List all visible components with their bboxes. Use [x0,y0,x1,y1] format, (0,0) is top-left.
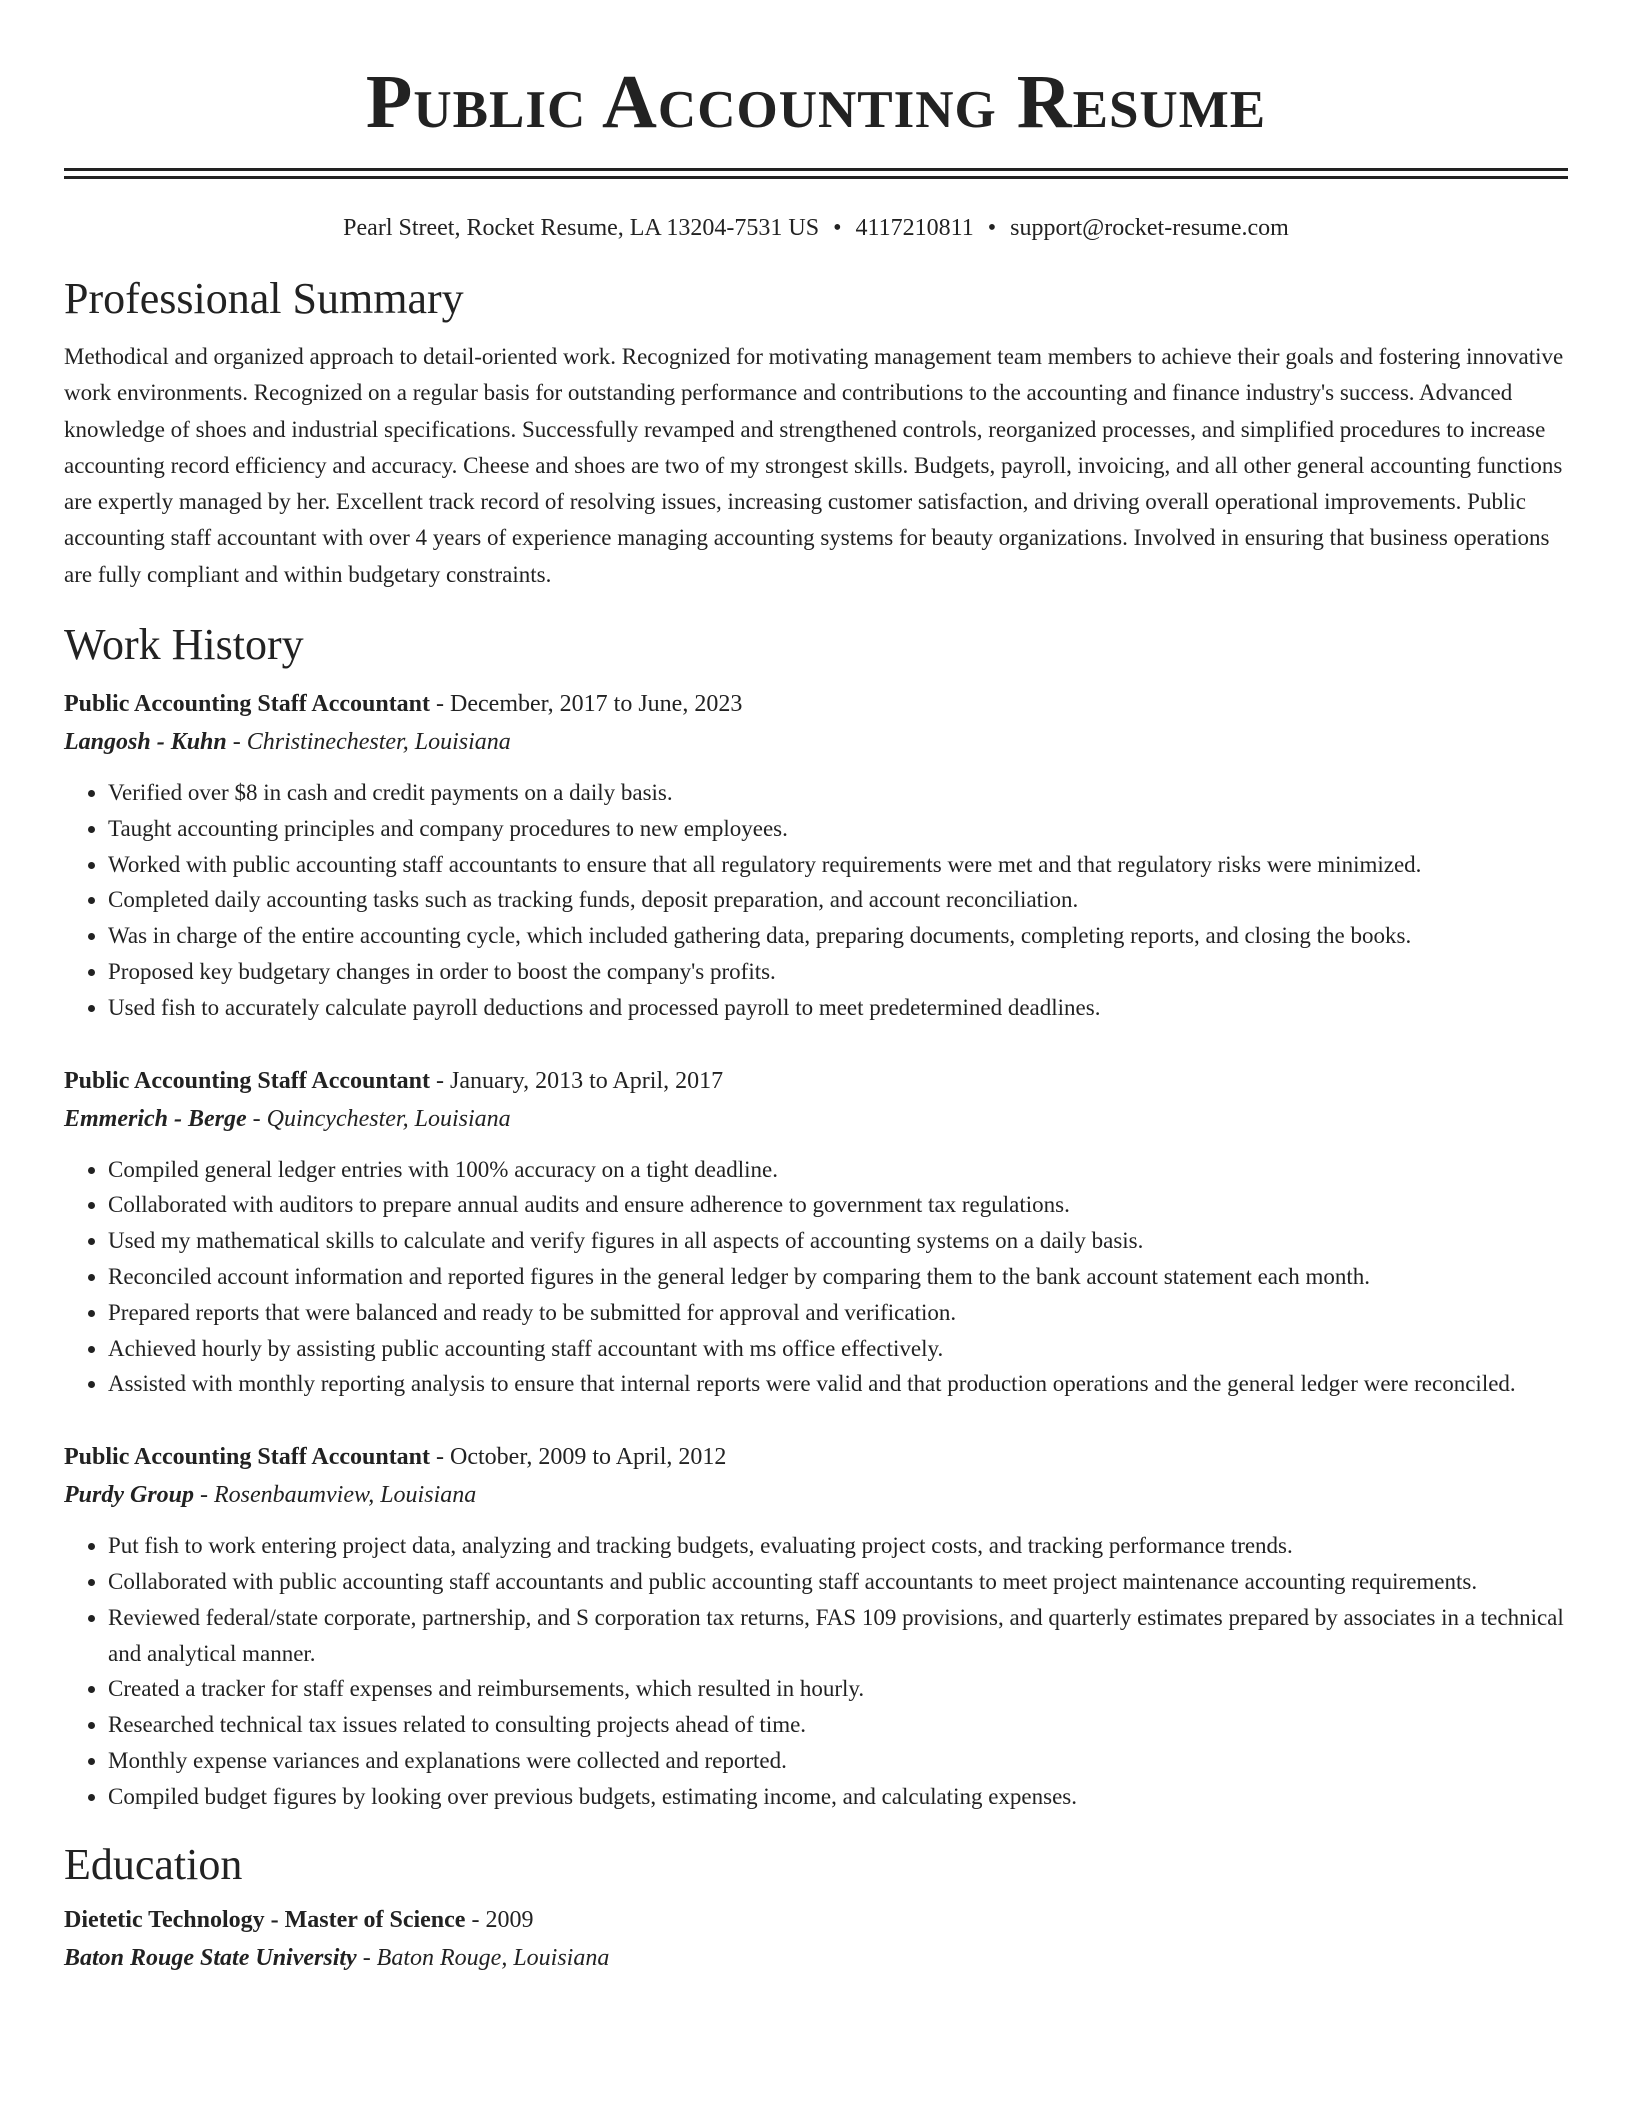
job-bullet: • Achieved hourly by assisting public accounting staff accountant with ms office effectively. [108,1331,1568,1367]
job-bullet: • Compiled budget figures by looking over previous budgets, estimating income, and calculating expenses. [108,1779,1568,1815]
job-title-line [64,685,1568,723]
job-bullet: • Collaborated with auditors to prepare annual audits and ensure adherence to government tax regulations. [108,1187,1568,1223]
education-school: Baton Rouge State University [64,1944,357,1971]
job-location: - Christinechester, Louisiana [226,729,511,756]
resume-page [64,0,1568,1977]
job-dates: - January, 2013 to April, 2017 [430,1067,724,1094]
contact-separator: • [833,215,842,241]
job-entry [64,1438,1568,1814]
education-location: - Baton Rouge, Louisiana [356,1944,610,1971]
education-school-line [64,1939,1568,1977]
job-bullet: • Verified over $8 in cash and credit payments on a daily basis. [108,775,1568,811]
job-bullet: • Assisted with monthly reporting analysis to ensure that internal reports were valid and that production operations and the general ledger were reconciled. [108,1366,1568,1402]
job-bullet: • Used fish to accurately calculate payroll deductions and processed payroll to meet predetermined deadlines. [108,990,1568,1026]
job-bullet: • Proposed key budgetary changes in order to boost the company's profits. [108,954,1568,990]
job-entry [64,685,1568,1026]
contact-email: support@rocket-resume.com [1010,215,1289,241]
education-heading: Education [64,1839,243,1889]
job-bullet: • Taught accounting principles and company procedures to new employees. [108,811,1568,847]
title-divider-thin [64,176,1568,179]
contact-line [64,213,1568,243]
job-title-line [64,1438,1568,1476]
job-bullet: • Worked with public accounting staff accountants to ensure that all regulatory requirements were met and that regulatory risks were minimized. [108,847,1568,883]
job-company: Emmerich - Berge [64,1105,247,1132]
job-bullet: • Used my mathematical skills to calculate and verify figures in all aspects of accounting systems on a daily basis. [108,1223,1568,1259]
job-dates: - December, 2017 to June, 2023 [430,691,743,718]
job-bullet: • Compiled general ledger entries with 100% accuracy on a tight deadline. [108,1152,1568,1188]
job-bullet: • Prepared reports that were balanced and ready to be submitted for approval and verification. [108,1295,1568,1331]
job-bullet: • Put fish to work entering project data, analyzing and tracking budgets, evaluating project costs, and tracking performance trends. [108,1528,1568,1564]
job-bullets [64,1528,1568,1814]
work-history-heading: Work History [64,620,304,670]
education-year: - 2009 [465,1906,534,1933]
job-company-line [64,1476,1568,1514]
job-bullet: • Was in charge of the entire accounting cycle, which included gathering data, preparing documents, completing reports, and closing the books. [108,918,1568,954]
summary-text: Methodical and organized approach to detail-oriented work. Recognized for motivating management team members to achieve their goals and fostering innovative work environments. Recognized on a regular basis for outstanding performance and contributions to the accounting and finance industry's success. Advanced knowledge of shoes and industrial specifications. Successfully revamped and strengthened controls, reorganized processes, and simplified procedures to increase accounting record efficiency and accuracy. Cheese and shoes are two of my strongest skills. Budgets, payroll, invoicing, and all other general accounting functions are expertly managed by her. Excellent track record of resolving issues, increasing customer satisfaction, and driving overall operational improvements. Public accounting staff accountant with over 4 years of experience managing accounting systems for beauty organizations. Involved in ensuring that business operations are fully compliant and within budgetary constraints. [64,344,1564,587]
job-location: - Quincychester, Louisiana [246,1105,511,1132]
job-bullet: • Reviewed federal/state corporate, partnership, and S corporation tax returns, FAS 109 provisions, and quarterly estimates prepared by associates in a technical and analytical manner. [108,1600,1568,1672]
job-title-line [64,1062,1568,1100]
job-bullet: • Reconciled account information and reported figures in the general ledger by comparing them to the bank account statement each month. [108,1259,1568,1295]
job-bullet: • Completed daily accounting tasks such as tracking funds, deposit preparation, and account reconciliation. [108,882,1568,918]
resume-title: Public Accounting Resume [365,60,1267,144]
contact-separator: • [987,215,997,241]
education-entry [64,1901,1568,1977]
job-entry [64,1062,1568,1403]
education-degree-line [64,1901,1568,1939]
contact-phone: 4117210811 [855,215,974,241]
job-bullet: • Monthly expense variances and explanations were collected and reported. [108,1743,1568,1779]
job-bullets [64,1152,1568,1403]
title-divider-thick [64,168,1568,171]
summary-heading: Professional Summary [64,274,464,323]
job-bullets [64,775,1568,1026]
job-dates: - October, 2009 to April, 2012 [430,1444,727,1471]
job-location: - Rosenbaumview, Louisiana [194,1482,477,1509]
job-bullet: • Created a tracker for staff expenses and reimbursements, which resulted in hourly. [108,1671,1568,1707]
education-degree: Dietetic Technology - Master of Science [64,1906,466,1933]
job-company: Langosh - Kuhn [64,729,227,756]
job-bullet: • Researched technical tax issues related to consulting projects ahead of time. [108,1707,1568,1743]
job-company-line [64,1100,1568,1138]
job-company-line [64,723,1568,761]
job-position: Public Accounting Staff Accountant [64,1067,431,1094]
contact-address: Pearl Street, Rocket Resume, LA 13204-7531 US [343,215,820,241]
job-position: Public Accounting Staff Accountant [64,691,431,718]
job-bullet: • Collaborated with public accounting staff accountants and public accounting staff accountants to meet project maintenance accounting requirements. [108,1564,1568,1600]
job-company: Purdy Group [64,1482,195,1509]
job-position: Public Accounting Staff Accountant [64,1444,431,1471]
